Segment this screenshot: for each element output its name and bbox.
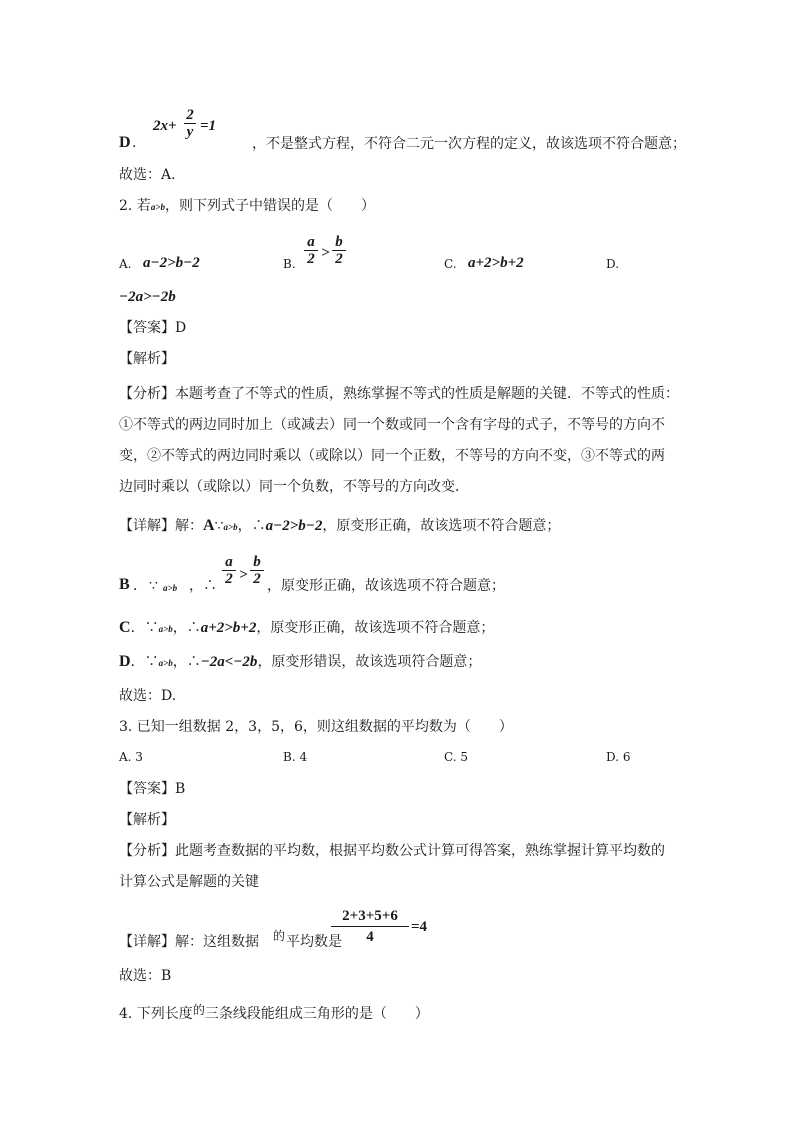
q2-detail-b-therefore: ，∴ xyxy=(189,578,217,594)
q2-option-d-expr: −2a>−2b xyxy=(119,289,176,305)
q2-detail-d xyxy=(119,652,481,673)
q2-detail-prefix: 【详解】解： xyxy=(119,518,203,534)
q3-detail-prefix: 【详解】解：这组数据 xyxy=(119,934,259,950)
q3-answer: 【答案】B xyxy=(119,781,186,797)
q4-stem xyxy=(119,1000,429,1024)
q2-stem xyxy=(119,196,375,217)
q2-detail-b-num-a: a xyxy=(222,554,236,571)
q2-detail-a-therefore: ，∴ xyxy=(237,518,266,534)
q2-detail-d-therefore: ，∴ xyxy=(172,654,201,670)
q3-detail-frac-den: 4 xyxy=(366,929,374,945)
q2-detail-b-den-b: 2 xyxy=(253,571,261,587)
q3-analysis-title: 【解析】 xyxy=(119,812,175,828)
q2-detail-c-dot: ． xyxy=(130,620,145,636)
q2-analysis-line-3: 变，②不等式的两边同时乘以（或除以）同一个正数，不等号的方向不变，③不等式的两 xyxy=(119,448,665,464)
q2-detail-a-because: ∵ xyxy=(214,518,224,534)
q3-detail-fraction xyxy=(331,906,409,947)
q2-detail-b-op: > xyxy=(239,567,248,583)
q2-detail-b-frac-a xyxy=(222,554,236,587)
q1-selection: 故选：A. xyxy=(119,167,176,183)
q1-option-d-frac-den: y xyxy=(186,124,194,140)
q1-option-d-expr-lhs: 2x+ xyxy=(153,118,177,134)
q2-detail-d-result: −2a<−2b xyxy=(200,654,258,670)
q2-detail-d-because: ∵ xyxy=(144,654,159,670)
q2-detail-c xyxy=(119,618,494,639)
q2-detail-b-because: ∵ xyxy=(149,578,158,594)
q2-detail-b-dot: ． xyxy=(133,578,147,594)
q2-detail-b-num-b: b xyxy=(250,554,264,571)
q2-option-c-expr: a+2>b+2 xyxy=(468,255,524,271)
q1-option-d-fraction xyxy=(184,107,196,140)
q2-detail-b-label: B xyxy=(119,576,130,593)
q3-selection: 故选：B xyxy=(119,968,172,984)
q1-option-d-frac-num: 2 xyxy=(184,107,196,124)
q2-option-c xyxy=(444,257,457,271)
q2-analysis-line-4: 边同时乘以（或除以）同一个负数，不等号的方向改变． xyxy=(119,479,469,495)
q3-analysis-line-1: 【分析】此题考查数据的平均数，根据平均数公式计算可得答案，熟练掌握计算平均数的 xyxy=(119,843,665,859)
q3-option-c: C. 5 xyxy=(444,750,469,764)
q2-detail-b-cond: a>b xyxy=(163,583,178,593)
q2-option-b-label: B. xyxy=(283,257,296,271)
q2-option-b-frac-a xyxy=(304,234,318,267)
q2-detail-c-because: ∵ xyxy=(144,620,159,636)
q2-option-d xyxy=(606,257,619,271)
q2-stem-suffix: ，则下列式子中错误的是（ ） xyxy=(164,198,375,214)
q2-option-b-frac-b xyxy=(332,234,346,267)
q2-option-b-op: > xyxy=(321,245,330,261)
q3-detail-frac-rhs: =4 xyxy=(411,919,428,935)
q3-option-d: D. 6 xyxy=(606,750,631,764)
q2-detail-c-label: C xyxy=(119,619,131,636)
q2-detail-d-cond: a>b xyxy=(158,658,173,668)
q2-option-a-expr: a−2>b−2 xyxy=(143,255,200,271)
q2-option-c-label: C. xyxy=(444,257,457,271)
q3-option-b: B. 4 xyxy=(283,750,308,764)
q2-detail-d-dot: ． xyxy=(130,654,145,670)
q2-option-b-den-a: 2 xyxy=(307,251,315,267)
q4-stem-prefix: 4. 下列长度 xyxy=(119,1006,193,1022)
q2-stem-prefix: 2. 若 xyxy=(119,198,151,214)
q3-analysis-line-2: 计算公式是解题的关键 xyxy=(119,874,259,890)
q2-detail-a-text: ，原变形正确，故该选项不符合题意； xyxy=(322,518,561,534)
q2-detail-c-therefore: ，∴ xyxy=(172,620,201,636)
q2-detail-b-text: ，原变形正确，故该选项不符合题意； xyxy=(267,578,505,594)
q3-option-a: A. 3 xyxy=(119,750,143,764)
q2-selection: 故选：D. xyxy=(119,688,177,704)
q2-detail-c-cond: a>b xyxy=(158,624,173,634)
q2-detail-d-text: ，原变形错误，故该选项符合题意； xyxy=(257,654,482,670)
q4-stem-de: 的 xyxy=(192,1003,205,1017)
q2-detail-b-frac-b xyxy=(250,554,264,587)
q3-detail-frac-num: 2+3+5+6 xyxy=(331,906,409,927)
q1-option-d-text: ，不是整式方程，不符合二元一次方程的定义，故该选项不符合题意； xyxy=(252,136,686,152)
q2-detail-a-label: A xyxy=(203,517,215,534)
q2-analysis-line-2: ①不等式的两边同时加上（或减去）同一个数或同一个含有字母的式子，不等号的方向不 xyxy=(119,417,665,433)
q2-option-a-label: A. xyxy=(119,257,132,271)
q2-option-b-num-b: b xyxy=(332,234,346,251)
q2-stem-cond: a>b xyxy=(150,202,165,212)
q1-option-d-label: D xyxy=(119,134,131,151)
q2-detail-d-label: D xyxy=(119,653,131,670)
q2-detail-a-result: a−2>b−2 xyxy=(265,518,323,534)
q4-stem-suffix: 三条线段能组成三角形的是（ ） xyxy=(204,1006,429,1022)
q2-analysis-title: 【解析】 xyxy=(119,351,175,367)
q2-option-b xyxy=(283,257,296,271)
q2-option-d-label: D. xyxy=(606,257,620,271)
q2-detail-b-den-a: 2 xyxy=(225,571,233,587)
q3-stem: 3. 已知一组数据 2，3，5，6，则这组数据的平均数为（ ） xyxy=(119,719,513,735)
q2-option-b-den-b: 2 xyxy=(335,251,343,267)
q2-analysis-line-1: 【分析】本题考查了不等式的性质，熟练掌握不等式的性质是解题的关键．不等式的性质： xyxy=(119,386,679,402)
q2-option-b-num-a: a xyxy=(304,234,318,251)
q1-option-d-expr-rhs: =1 xyxy=(200,118,217,134)
q2-detail-c-result: a+2>b+2 xyxy=(200,620,257,636)
q2-option-a xyxy=(119,257,131,271)
q2-detail-c-text: ，原变形正确，故该选项不符合题意； xyxy=(256,620,495,636)
q2-detail-a xyxy=(119,516,560,537)
q3-detail-mid: 平均数是 xyxy=(286,934,342,950)
q3-detail-de: 的 xyxy=(273,929,286,943)
q2-detail-a-cond: a>b xyxy=(223,522,238,532)
q2-answer: 【答案】D xyxy=(119,320,187,336)
